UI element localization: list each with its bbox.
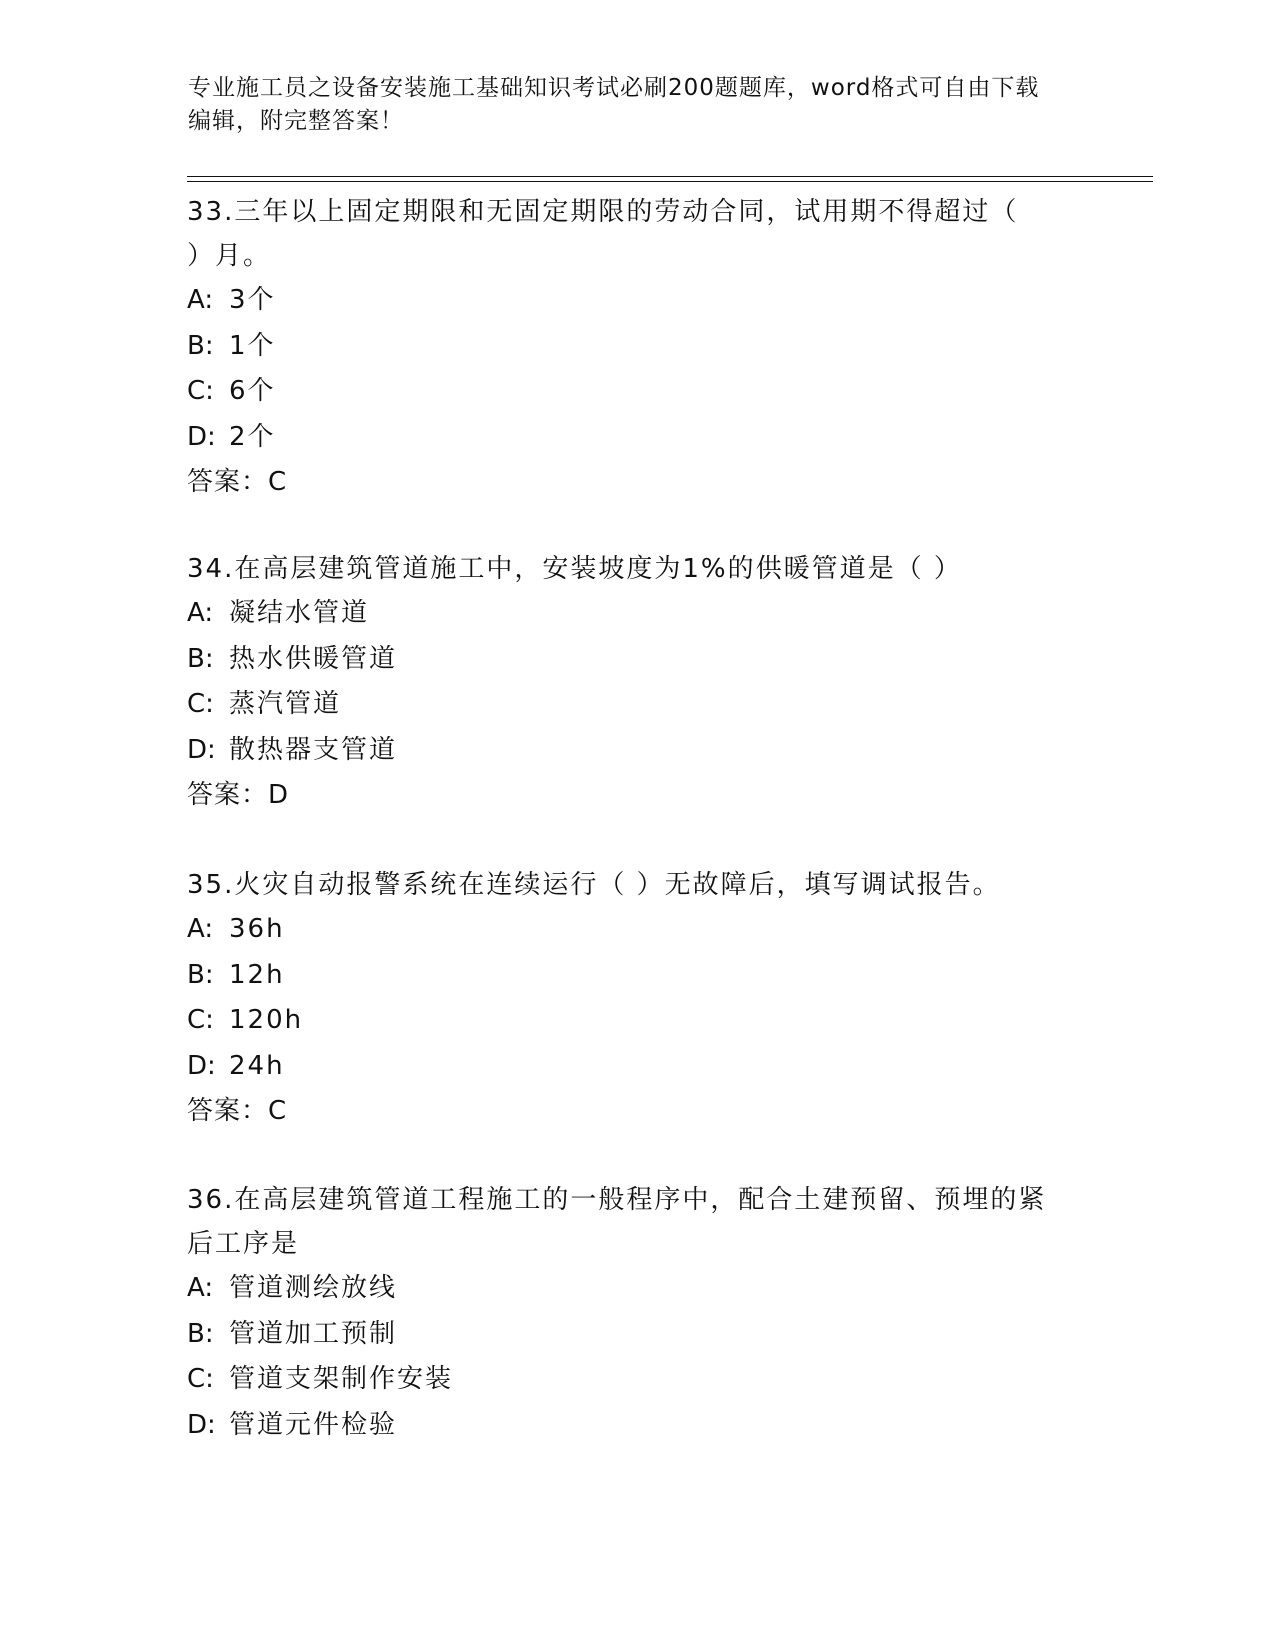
option-label: A: xyxy=(187,285,214,315)
option-text: 凝结水管道 xyxy=(229,598,370,628)
option-c xyxy=(187,369,1087,415)
option-label: D: xyxy=(187,734,216,765)
question-text xyxy=(187,863,1087,907)
question-number: 36. xyxy=(187,1185,235,1215)
question-text-line-1: 在高层建筑管道工程施工的一般程序中，配合土建预留、预埋的紧 xyxy=(234,1185,1047,1215)
question-text-line-2: 后工序是 xyxy=(187,1229,300,1259)
option-text: 3个 xyxy=(229,285,276,315)
header-divider-bottom xyxy=(187,181,1153,182)
option-text: 散热器支管道 xyxy=(229,734,398,765)
option-label: B: xyxy=(187,1318,214,1349)
answer-line: 答案：D xyxy=(187,780,290,810)
header-line-2: 编辑，附完整答案！ xyxy=(188,108,404,134)
question-text xyxy=(187,1178,1087,1222)
option-text: 24h xyxy=(229,1050,285,1081)
option-b xyxy=(187,953,1087,999)
document-header xyxy=(188,72,1068,138)
option-d xyxy=(187,728,1087,774)
option-label: A: xyxy=(187,914,214,944)
option-c xyxy=(187,682,1087,728)
question-35 xyxy=(187,863,1087,1134)
option-b xyxy=(187,324,1087,370)
question-text-line-2: ）月。 xyxy=(187,241,272,271)
option-d xyxy=(187,1044,1087,1090)
question-text-line-1: 火灾自动报警系统在连续运行（ ）无故障后，填写调试报告。 xyxy=(234,870,1001,900)
option-b xyxy=(187,1312,1087,1358)
header-divider-top xyxy=(187,176,1153,177)
option-d xyxy=(187,1403,1087,1449)
question-text-line-1: 三年以上固定期限和无固定期限的劳动合同，试用期不得超过（ xyxy=(234,197,1019,227)
question-number: 35. xyxy=(187,870,235,900)
option-label: B: xyxy=(187,643,214,674)
answer-line: 答案：C xyxy=(187,1096,288,1126)
option-label: D: xyxy=(187,1409,216,1440)
option-text: 6个 xyxy=(229,376,276,406)
option-a xyxy=(187,591,1087,637)
question-34 xyxy=(187,547,1087,818)
question-36 xyxy=(187,1178,1087,1448)
option-text: 热水供暖管道 xyxy=(229,643,398,674)
option-label: C: xyxy=(187,1005,214,1035)
question-text xyxy=(187,547,1087,591)
option-c xyxy=(187,1357,1087,1403)
option-label: D: xyxy=(187,421,216,452)
option-text: 1个 xyxy=(229,330,276,361)
option-text: 蒸汽管道 xyxy=(229,689,342,719)
question-spacer xyxy=(187,818,1087,863)
option-text: 2个 xyxy=(229,421,276,452)
option-label: B: xyxy=(187,330,214,361)
question-spacer xyxy=(187,505,1087,547)
option-d xyxy=(187,415,1087,461)
question-text xyxy=(187,190,1087,234)
answer-line: 答案：C xyxy=(187,467,288,497)
option-label: A: xyxy=(187,1273,214,1303)
option-label: C: xyxy=(187,376,214,406)
option-text: 管道加工预制 xyxy=(229,1318,398,1349)
option-label: A: xyxy=(187,598,214,628)
option-label: C: xyxy=(187,689,214,719)
option-b xyxy=(187,637,1087,683)
header-line-1: 专业施工员之设备安装施工基础知识考试必刷200题题库，word格式可自由下载 xyxy=(188,75,1040,101)
option-text: 管道支架制作安装 xyxy=(229,1364,454,1394)
option-a xyxy=(187,907,1087,953)
question-text-line-1: 在高层建筑管道施工中，安装坡度为1%的供暖管道是（ ） xyxy=(234,554,962,584)
option-text: 管道元件检验 xyxy=(229,1409,398,1440)
option-c xyxy=(187,998,1087,1044)
question-spacer xyxy=(187,1134,1087,1178)
option-label: B: xyxy=(187,959,214,990)
option-text: 12h xyxy=(229,959,285,990)
option-text: 36h xyxy=(229,914,285,944)
option-label: C: xyxy=(187,1364,214,1394)
option-label: D: xyxy=(187,1050,216,1081)
option-a xyxy=(187,278,1087,324)
option-a xyxy=(187,1266,1087,1312)
question-list xyxy=(187,190,1087,1448)
question-number: 34. xyxy=(187,554,235,584)
question-33 xyxy=(187,190,1087,505)
question-number: 33. xyxy=(187,197,235,227)
option-text: 管道测绘放线 xyxy=(229,1273,398,1303)
option-text: 120h xyxy=(229,1005,304,1035)
